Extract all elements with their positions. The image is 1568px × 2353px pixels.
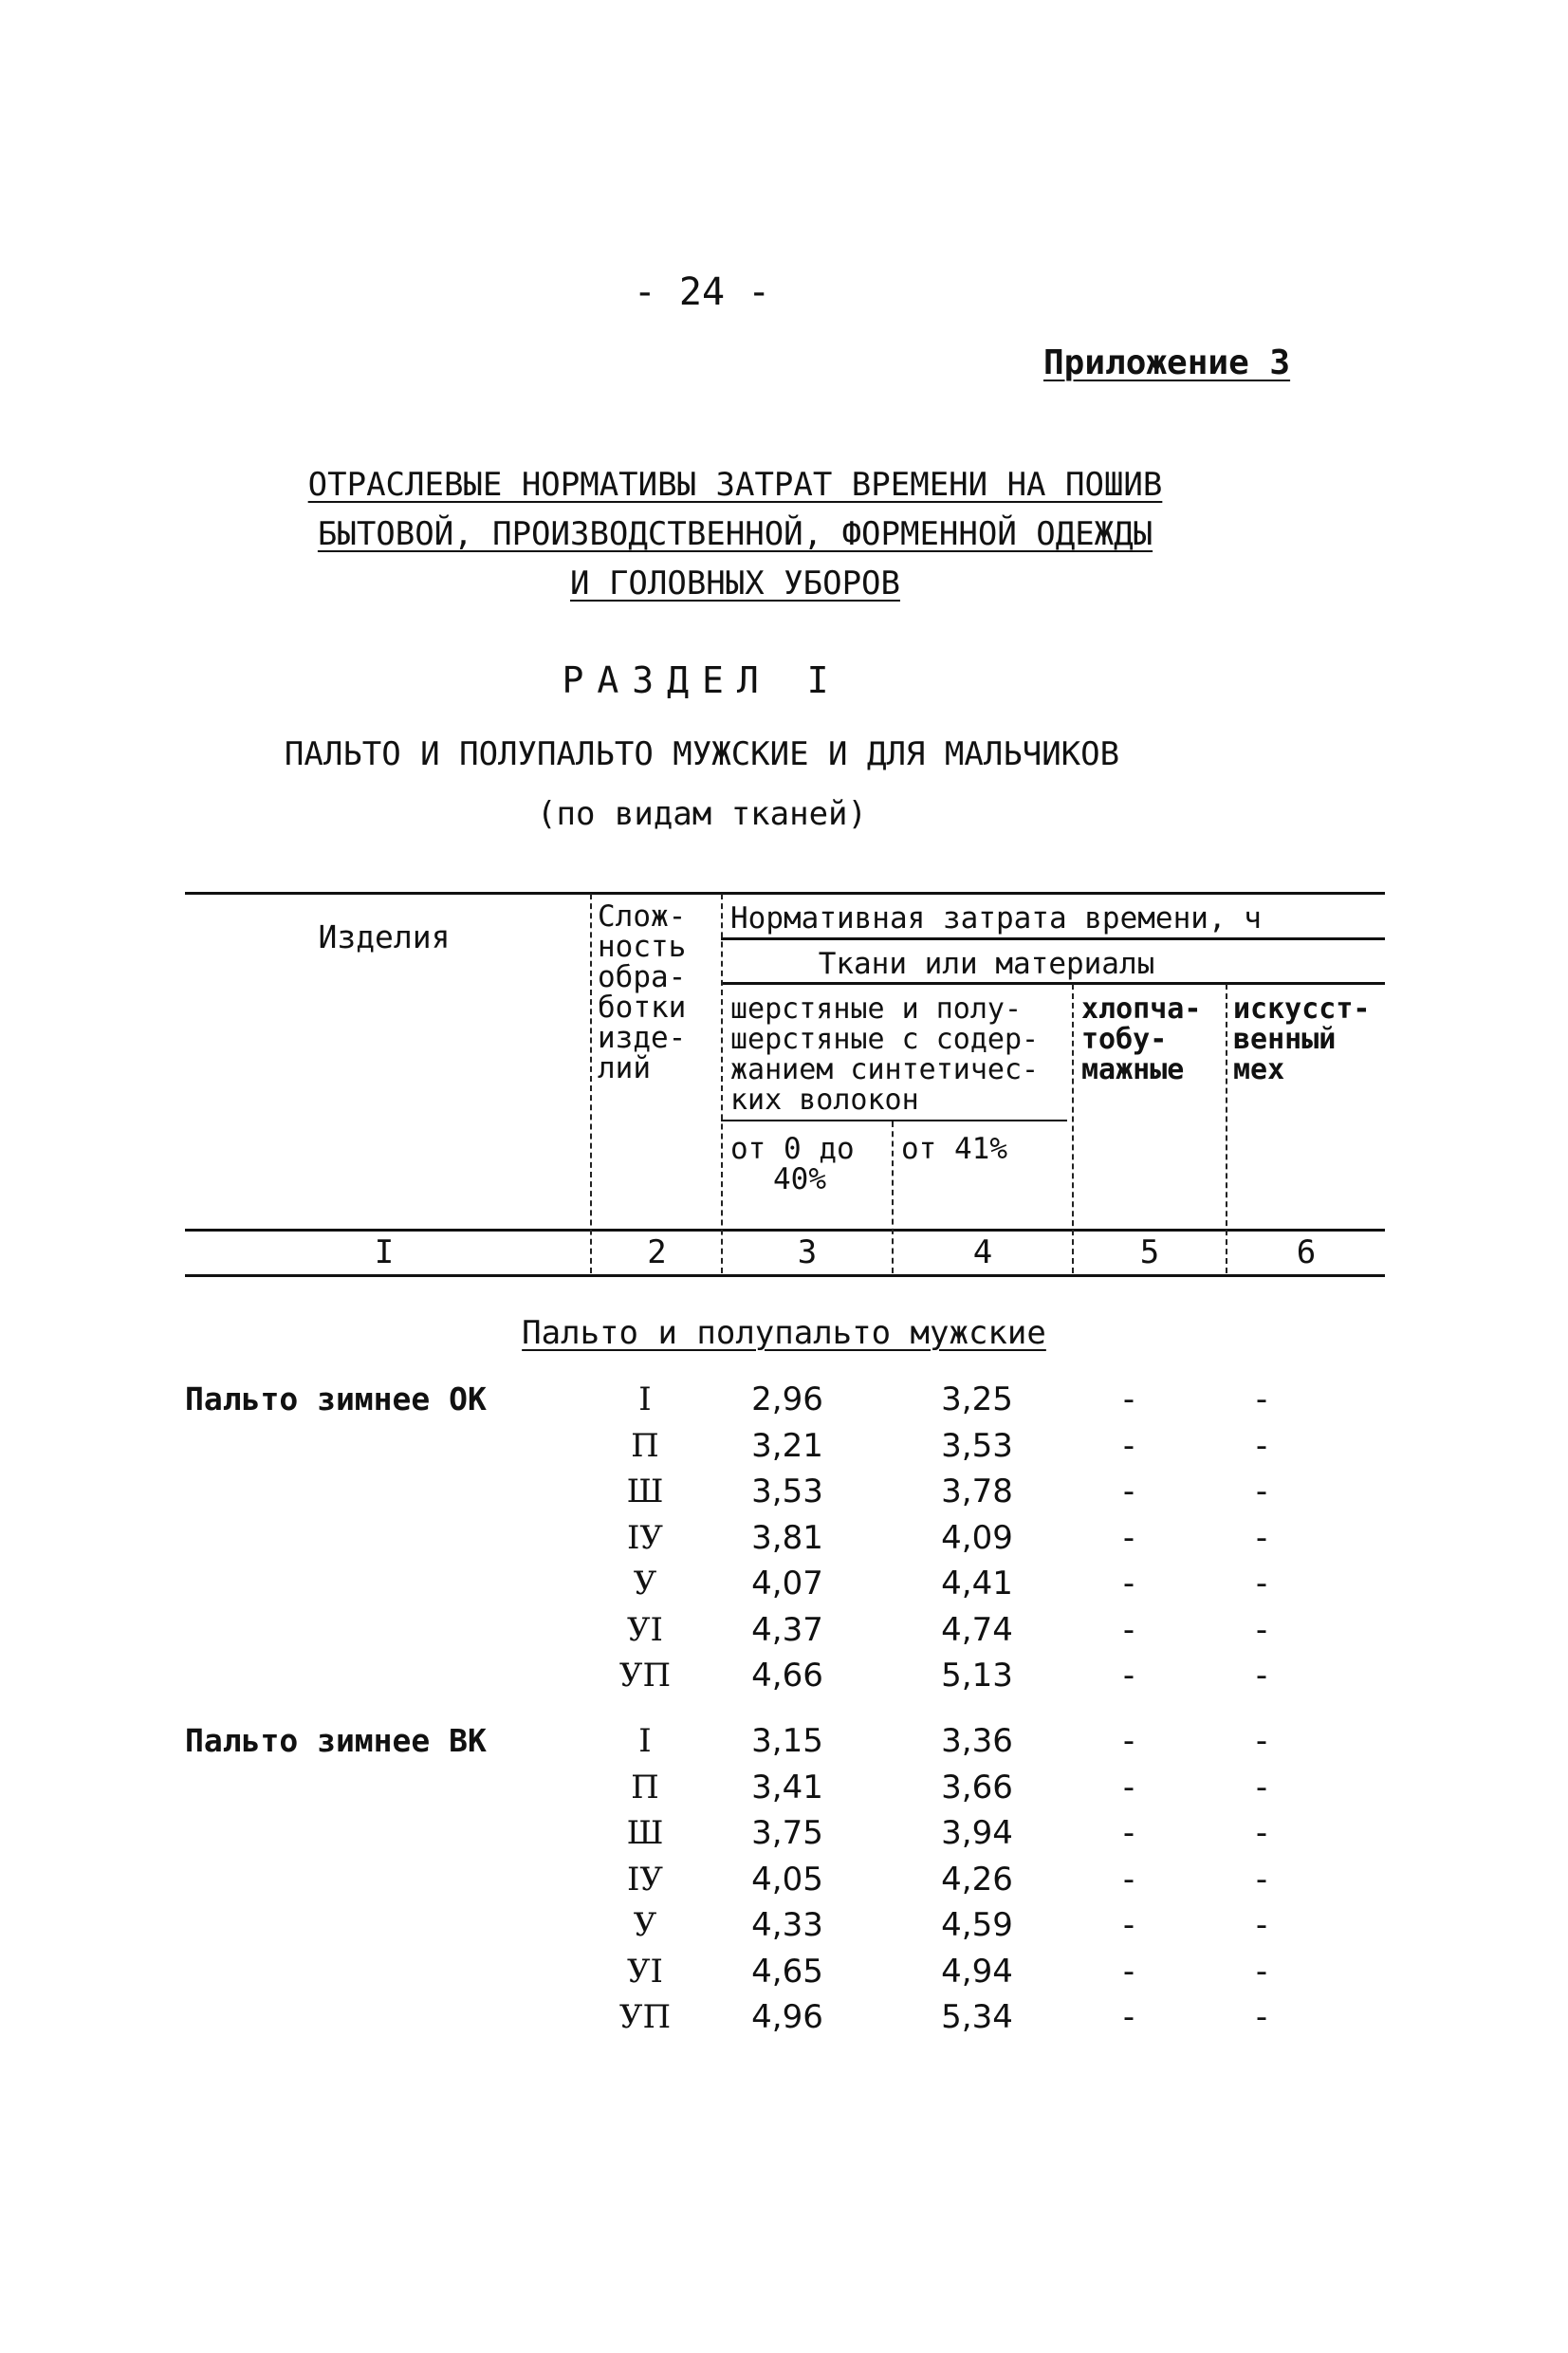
- title-line-3: И ГОЛОВНЫХ УБОРОВ: [570, 565, 900, 602]
- value-cell: 3,53: [941, 1427, 1013, 1465]
- dash-cell: -: [1122, 1722, 1135, 1760]
- dash-cell: -: [1255, 1953, 1268, 1991]
- value-cell: 3,36: [941, 1722, 1013, 1760]
- header-wool-line: шерстяные и полу-: [730, 992, 1023, 1026]
- complexity-cell: УП: [618, 1657, 672, 1695]
- dash-cell: -: [1255, 1906, 1268, 1944]
- dash-cell: -: [1255, 1814, 1268, 1852]
- dash-cell: -: [1122, 1611, 1135, 1649]
- complexity-cell: У: [633, 1906, 657, 1944]
- value-cell: 4,94: [941, 1953, 1013, 1991]
- value-cell: 2,96: [751, 1380, 823, 1418]
- dash-cell: -: [1122, 1657, 1135, 1695]
- header-wool-line: шерстяные с содер-: [730, 1023, 1040, 1056]
- header-top-rule: [185, 892, 1385, 895]
- header-wool-0-40: [730, 1134, 887, 1195]
- header-complexity-line: изде-: [598, 1021, 687, 1055]
- dash-cell: -: [1255, 1861, 1268, 1899]
- value-cell: 4,66: [751, 1657, 823, 1695]
- column-number: 5: [1139, 1233, 1160, 1271]
- header-complexity-line: лий: [598, 1051, 651, 1085]
- complexity-cell: УI: [626, 1611, 663, 1649]
- wool-rule: [721, 1120, 1067, 1121]
- header-wool: [730, 994, 1072, 1116]
- column-number: 6: [1296, 1233, 1317, 1271]
- column-number: I: [374, 1233, 395, 1271]
- header-cotton-line: тобу-: [1081, 1023, 1168, 1056]
- dash-cell: -: [1122, 1906, 1135, 1944]
- column-number: 3: [797, 1233, 818, 1271]
- col-divider-4: [1072, 984, 1074, 1273]
- value-cell: 4,33: [751, 1906, 823, 1944]
- header-wool-0-40-line: от 0 до: [730, 1132, 855, 1166]
- header-bottom-rule: [185, 1229, 1385, 1232]
- header-materials: Ткани или материалы: [818, 947, 1155, 981]
- dash-cell: -: [1255, 1722, 1268, 1760]
- dash-cell: -: [1122, 1769, 1135, 1806]
- col-divider-5: [1226, 984, 1227, 1273]
- dash-cell: -: [1122, 1814, 1135, 1852]
- header-complexity-line: обра-: [598, 960, 687, 994]
- value-cell: 4,65: [751, 1953, 823, 1991]
- value-cell: 4,41: [941, 1565, 1013, 1603]
- header-wool-0-40-line: 40%: [773, 1162, 826, 1196]
- complexity-cell: У: [633, 1565, 657, 1603]
- header-complexity-line: ботки: [598, 991, 687, 1025]
- value-cell: 4,09: [941, 1519, 1013, 1557]
- title-line-2: БЫТОВОЙ, ПРОИЗВОДСТВЕННОЙ, ФОРМЕННОЙ ОДЕЖДЫ: [317, 515, 1153, 553]
- value-cell: 4,37: [751, 1611, 823, 1649]
- complexity-cell: Ш: [626, 1473, 664, 1510]
- numbers-bottom-rule: [185, 1274, 1385, 1277]
- section-heading: РАЗДЕЛ I: [562, 659, 842, 701]
- header-wool-line: жанием синтетичес-: [730, 1053, 1040, 1086]
- value-cell: 3,15: [751, 1722, 823, 1760]
- dash-cell: -: [1255, 1519, 1268, 1557]
- group-title: Пальто и полупальто мужские: [522, 1314, 1046, 1352]
- dash-cell: -: [1122, 1953, 1135, 1991]
- row-label: Пальто зимнее ВК: [185, 1722, 487, 1759]
- complexity-cell: УП: [618, 1998, 672, 2036]
- dash-cell: -: [1122, 1473, 1135, 1510]
- value-cell: 3,53: [751, 1473, 823, 1510]
- header-wool-line: ких волокон: [730, 1084, 919, 1117]
- dash-cell: -: [1122, 1380, 1135, 1418]
- value-cell: 3,21: [751, 1427, 823, 1465]
- header-norm-time: Нормативная затрата времени, ч: [730, 901, 1262, 936]
- dash-cell: -: [1255, 1565, 1268, 1603]
- header-complexity-line: Слож-: [598, 899, 687, 934]
- page-number: - 24 -: [633, 270, 771, 314]
- header-cotton-line: хлопча-: [1081, 992, 1202, 1026]
- fabric-note: (по видам тканей): [537, 795, 867, 833]
- column-number: 2: [647, 1233, 667, 1271]
- dash-cell: -: [1255, 1473, 1268, 1510]
- title-line-1: ОТРАСЛЕВЫЕ НОРМАТИВЫ ЗАТРАТ ВРЕМЕНИ НА ПОШИВ: [307, 466, 1163, 504]
- col-divider-1: [590, 894, 592, 1273]
- value-cell: 3,66: [941, 1769, 1013, 1806]
- complexity-cell: П: [631, 1427, 659, 1465]
- value-cell: 3,78: [941, 1473, 1013, 1510]
- row-label: Пальто зимнее ОК: [185, 1380, 487, 1417]
- header-complexity: [598, 901, 716, 1084]
- header-fur-line: мех: [1233, 1053, 1285, 1086]
- value-cell: 4,07: [751, 1565, 823, 1603]
- value-cell: 5,34: [941, 1998, 1013, 2036]
- complexity-cell: I: [638, 1722, 652, 1760]
- value-cell: 3,75: [751, 1814, 823, 1852]
- header-fur: [1233, 994, 1385, 1085]
- header-fur-line: венный: [1233, 1023, 1337, 1056]
- value-cell: 4,96: [751, 1998, 823, 2036]
- header-fur-line: искусст-: [1233, 992, 1371, 1026]
- col-divider-2: [721, 894, 723, 1273]
- header-cotton: [1081, 994, 1224, 1085]
- dash-cell: -: [1122, 1427, 1135, 1465]
- document-title: [285, 460, 1186, 608]
- value-cell: 3,81: [751, 1519, 823, 1557]
- dash-cell: -: [1255, 1427, 1268, 1465]
- norm-rule: [721, 937, 1385, 940]
- value-cell: 3,25: [941, 1380, 1013, 1418]
- dash-cell: -: [1122, 1565, 1135, 1603]
- header-complexity-line: ность: [598, 930, 687, 964]
- header-wool-41: от 41%: [901, 1132, 1007, 1166]
- value-cell: 4,59: [941, 1906, 1013, 1944]
- dash-cell: -: [1122, 1861, 1135, 1899]
- value-cell: 3,41: [751, 1769, 823, 1806]
- appendix-label: Приложение 3: [1043, 343, 1291, 382]
- header-items: Изделия: [318, 918, 451, 955]
- dash-cell: -: [1255, 1611, 1268, 1649]
- header-cotton-line: мажные: [1081, 1053, 1185, 1086]
- complexity-cell: П: [631, 1769, 659, 1806]
- value-cell: 3,94: [941, 1814, 1013, 1852]
- column-number: 4: [972, 1233, 993, 1271]
- complexity-cell: УI: [626, 1953, 663, 1991]
- value-cell: 4,05: [751, 1861, 823, 1899]
- dash-cell: -: [1255, 1657, 1268, 1695]
- dash-cell: -: [1255, 1769, 1268, 1806]
- dash-cell: -: [1255, 1380, 1268, 1418]
- section-subtitle: ПАЛЬТО И ПОЛУПАЛЬТО МУЖСКИЕ И ДЛЯ МАЛЬЧИКОВ: [284, 735, 1120, 773]
- complexity-cell: Ш: [626, 1814, 664, 1852]
- complexity-cell: I: [638, 1380, 652, 1418]
- complexity-cell: IУ: [626, 1861, 663, 1899]
- value-cell: 4,74: [941, 1611, 1013, 1649]
- complexity-cell: IУ: [626, 1519, 663, 1557]
- dash-cell: -: [1255, 1998, 1268, 2036]
- dash-cell: -: [1122, 1998, 1135, 2036]
- dash-cell: -: [1122, 1519, 1135, 1557]
- materials-rule: [721, 982, 1385, 985]
- value-cell: 4,26: [941, 1861, 1013, 1899]
- value-cell: 5,13: [941, 1657, 1013, 1695]
